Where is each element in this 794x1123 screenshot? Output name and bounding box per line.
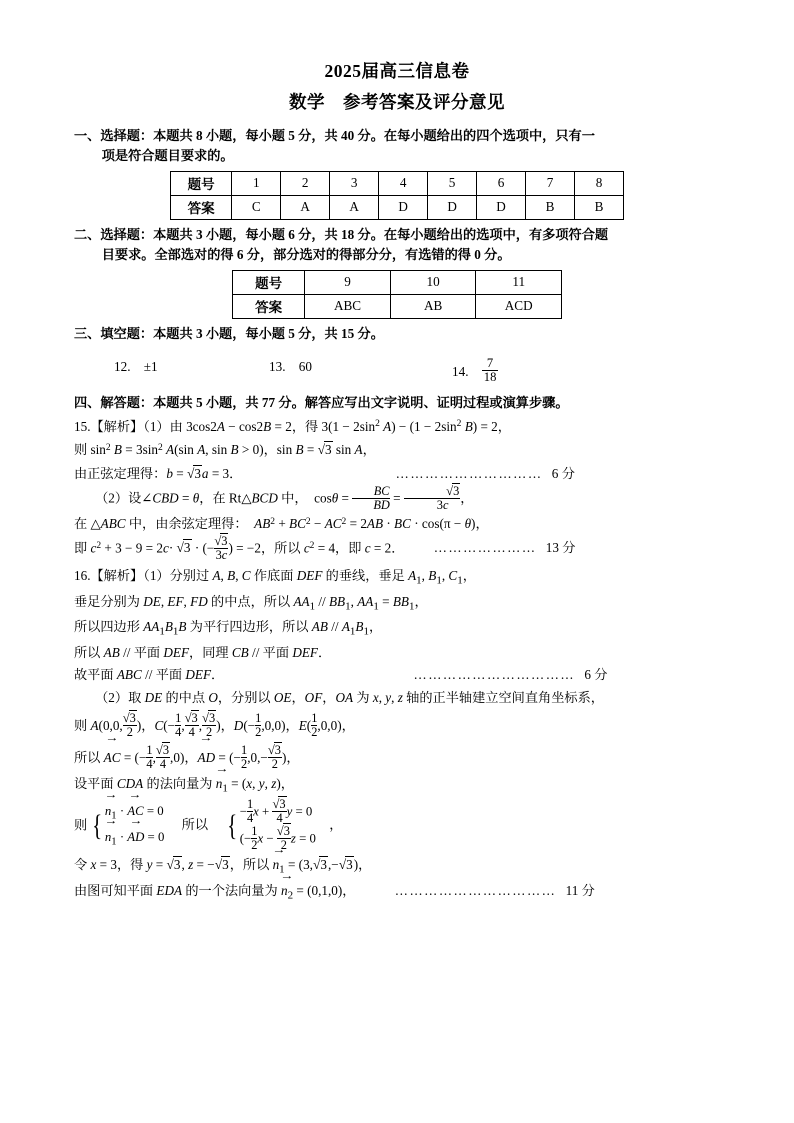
vector-n1-result: → $n_1$	[273, 854, 285, 880]
item-number: 14.	[452, 364, 469, 380]
fraction-sqrt3-3c-2: $\frac{√3}{3c}$	[214, 533, 228, 563]
q15-line-4: （2）设∠CBD = θ，在 Rt△BCD 中， cosθ = $\frac{BC}{BD}$ = $\frac{√3}{3c}$ ，	[95, 483, 474, 513]
q16-line-3: 所以四边形 $AA_1B_1B$ 为平行四边形，所以 AB // $A_1B_1$，	[74, 619, 383, 638]
table-row-label: 题号	[171, 171, 232, 195]
system-right: { − $\frac{1}{4}$ x + $\frac{√3}{4}$ y = 0 (− $\frac{1}{2}$ x − $\frac{√3}{2}$ z = 0	[227, 796, 316, 853]
dot-leader: ……………………………	[413, 667, 576, 683]
fill-item-12	[114, 359, 158, 375]
q16-line-12: 由图可知平面 EDA 的一个法向量为 → $n_2 = (0,1,0)$， …………………………… 11 分	[74, 880, 720, 906]
table-cell: D	[379, 195, 428, 219]
table-row	[171, 171, 624, 195]
table-cell: 5	[428, 171, 477, 195]
item-value: ±1	[143, 359, 158, 375]
section-1-heading	[74, 126, 720, 167]
fraction-1-2-e: $\frac{1}{2}$	[311, 711, 318, 740]
table-row-label: 题号	[233, 270, 305, 294]
page-subtitle: 数学 参考答案及评分意见	[289, 92, 505, 112]
section-4-lead: 四、解答题：	[74, 395, 154, 411]
section-4-desc: 本题共 5 小题，共 77 分。解答应写出文字说明、证明过程或演算步骤。	[153, 395, 569, 411]
q16-line-10: 则 { → $n_1$ · → AC = 0 → $n_1$ · → AD = 0 所以 { − $\frac{1}{4}$ x + $\frac{√3}{4}$ y = 0 (− $\frac{1}{2}$ x − $\frac{√3}{2}$ z = 0 ，	[74, 799, 720, 854]
fraction-sqrt3-3c: $\frac{√3}{3c}$	[404, 485, 460, 512]
table-row	[233, 270, 562, 294]
table-cell: A	[330, 195, 379, 219]
q15-line-3: 由正弦定理得：b = √3a = 3． ………………………… 6 分	[74, 466, 575, 482]
section-3-heading	[74, 324, 720, 344]
table-cell: 7	[526, 171, 575, 195]
table-row-label: 答案	[233, 294, 305, 318]
table-cell: 3	[330, 171, 379, 195]
dot-leader: …………………………	[395, 466, 543, 482]
fraction-1-2-d: $\frac{1}{2}$	[255, 711, 262, 740]
fraction-denominator: 18	[483, 370, 497, 385]
table-cell: D	[428, 195, 477, 219]
section-4-heading	[74, 393, 720, 413]
suoyi-label: 所以	[181, 817, 209, 833]
section-2-desc2: 目要求。全部选对的得 6 分，部分选对的得部分分，有选错的得 0 分。	[101, 247, 511, 263]
section-2-desc: 本题共 3 小题，每小题 6 分，共 18 分。在每小题给出的选项中，有多项符合题	[153, 226, 609, 242]
item-value: 60	[298, 359, 312, 375]
q16-line-4: 所以 AB // 平面 DEF，同理 CB // 平面 DEF．	[74, 644, 332, 660]
fraction-sqrt3-4: $\frac{√3}{4}$	[184, 711, 198, 740]
section-3-desc: 本题共 3 小题，每小题 5 分，共 15 分。	[153, 325, 384, 341]
table-cell: 8	[574, 171, 623, 195]
q16-line-8: 所以 → AC = (− $\frac{1}{4}$ , $\frac{√3}{4}$ ,0)，→ AD = (− $\frac{1}{2}$ ,0,− $\frac{√3}{2}$ )，	[74, 742, 720, 774]
item-number: 13.	[269, 359, 286, 375]
section-2-heading	[74, 225, 720, 266]
table-row-label: 答案	[171, 195, 232, 219]
fill-item-14	[452, 356, 498, 386]
table-cell: 1	[232, 171, 281, 195]
table-cell: B	[526, 195, 575, 219]
dot-leader: ……………………………	[394, 882, 557, 898]
table-cell: B	[574, 195, 623, 219]
q15-line-2: 则 $\sin^2 B = 3\sin^2$ A(sin A, sin B > 0)，sin B = √3 sin A，	[74, 442, 376, 458]
vector-n2: → $n_2$	[281, 880, 293, 906]
table-cell: AB	[390, 294, 476, 318]
fraction-sqrt3-4-ac: $\frac{√3}{4}$	[155, 742, 170, 772]
table-cell: 10	[390, 270, 476, 294]
q16-line-11: 令 x = 3，得 y = √3, z = −√3，所以 → $n_1 = (3,√3,-√3)$，	[74, 853, 720, 880]
table-row	[233, 294, 562, 318]
fill-in-answers	[74, 350, 720, 388]
q16-line-1: 16.【解析】（1）分别过 A, B, C 作底面 DEF 的垂线，垂足 $A_1$, $B_1$, $C_1$，	[74, 568, 476, 587]
fraction-1-4-ac: $\frac{1}{4}$	[146, 742, 153, 771]
table-cell: D	[477, 195, 526, 219]
vector-ac: → AC	[104, 742, 121, 774]
page-title: 2025届高三信息卷	[324, 61, 470, 81]
fraction-1-4: $\frac{1}{4}$	[175, 711, 182, 740]
section-1-lead: 一、选择题：	[74, 128, 154, 143]
table-cell: ACD	[476, 294, 562, 318]
q16-line-9: 设平面 CDA 的法向量为 → $n_1 = (x$, y, z)，	[74, 773, 720, 799]
q16-line-6: （2）取 DE 的中点 O，分别以 OE，OF，OA 为 x, y, z 轴的正半轴建立空间直角坐标系，	[95, 690, 604, 706]
table-cell: A	[281, 195, 330, 219]
table-cell: ABC	[305, 294, 391, 318]
vector-ad: → AD	[198, 742, 216, 774]
table-cell: 11	[476, 270, 562, 294]
score-label: 11 分	[565, 882, 595, 898]
then-label: 则	[74, 817, 88, 833]
table-cell: C	[232, 195, 281, 219]
item-number: 12.	[114, 359, 131, 375]
score-label: 6 分	[584, 667, 608, 683]
q15-tag: 15.【解析】	[74, 418, 144, 434]
fraction-bc-bd: $\frac{BC}{BD}$	[352, 485, 390, 512]
table-cell: 6	[477, 171, 526, 195]
table-row	[171, 195, 624, 219]
fraction-numerator: 7	[486, 356, 494, 371]
table-cell: 9	[305, 270, 391, 294]
choice-answers-table-1	[170, 171, 624, 220]
solution-15	[74, 416, 720, 563]
dot-leader: …………………	[433, 540, 537, 556]
fraction-sqrt3-2-ad: $\frac{√3}{2}$	[267, 742, 281, 772]
q16-line-7: 则 A(0,0, $\frac{√3}{2}$ )，C(− $\frac{1}{4}$ , $\frac{√3}{4}$ , $\frac{√3}{2}$ )，D(− $\frac{1}{2}$ ,0,0)，E( $\frac{1}{2}$ ,0,0)，	[74, 711, 355, 740]
section-3-lead: 三、填空题：	[74, 325, 154, 341]
table-cell: 4	[379, 171, 428, 195]
q15-line-6: 即 $c^2 + 3 - 9 = 2c\cdot √3$ · (− $\frac{√3}{3c}$ ) = −2，所以 $c^2 = 4$，即 c = 2． ………………… 13 分	[74, 533, 576, 563]
q15-line-5: 在 △ABC 中，由余弦定理得： $AB^2 + BC^2 - AC^2 = 2AB$ · BC · cos(π − θ)，	[74, 516, 489, 532]
fraction-7-18	[482, 357, 499, 384]
system-left: { → $n_1$ · → AC = 0 → $n_1$ · → AD = 0	[90, 800, 164, 852]
q16-tag: 16.【解析】	[74, 568, 144, 584]
fraction-1-2-ad: $\frac{1}{2}$	[241, 742, 248, 771]
vector-n1: → $n_1$	[216, 773, 228, 799]
solution-16	[74, 565, 720, 905]
section-1-desc: 本题共 8 小题，每小题 5 分，共 40 分。在每小题给出的四个选项中，只有一	[153, 128, 595, 143]
q15-line-1: 15.【解析】（1）由 3cos2A − cos2B = 2，得 $3(1 - 2\sin^2$ $A) - (1 - 2\sin^2$ B) = 2，	[74, 418, 511, 434]
score-label: 13 分	[545, 540, 576, 556]
fraction-sqrt3-2-c: $\frac{√3}{2}$	[202, 711, 216, 740]
q16-line-5: 故平面 ABC // 平面 DEF． …………………………… 6 分	[74, 667, 608, 683]
q16-line-2: 垂足分别为 DE, EF, FD 的中点，所以 $AA_1 // BB_1$, $AA_1 = BB_1$，	[74, 593, 428, 613]
table-cell: 2	[281, 171, 330, 195]
score-label: 6 分	[551, 466, 575, 482]
section-1-desc2: 项是符合题目要求的。	[101, 148, 234, 164]
fraction-sqrt3-2-a: $\frac{√3}{2}$	[122, 711, 136, 740]
choice-answers-table-2	[232, 270, 562, 319]
section-2-lead: 二、选择题：	[74, 226, 154, 242]
fill-item-13	[269, 359, 312, 375]
